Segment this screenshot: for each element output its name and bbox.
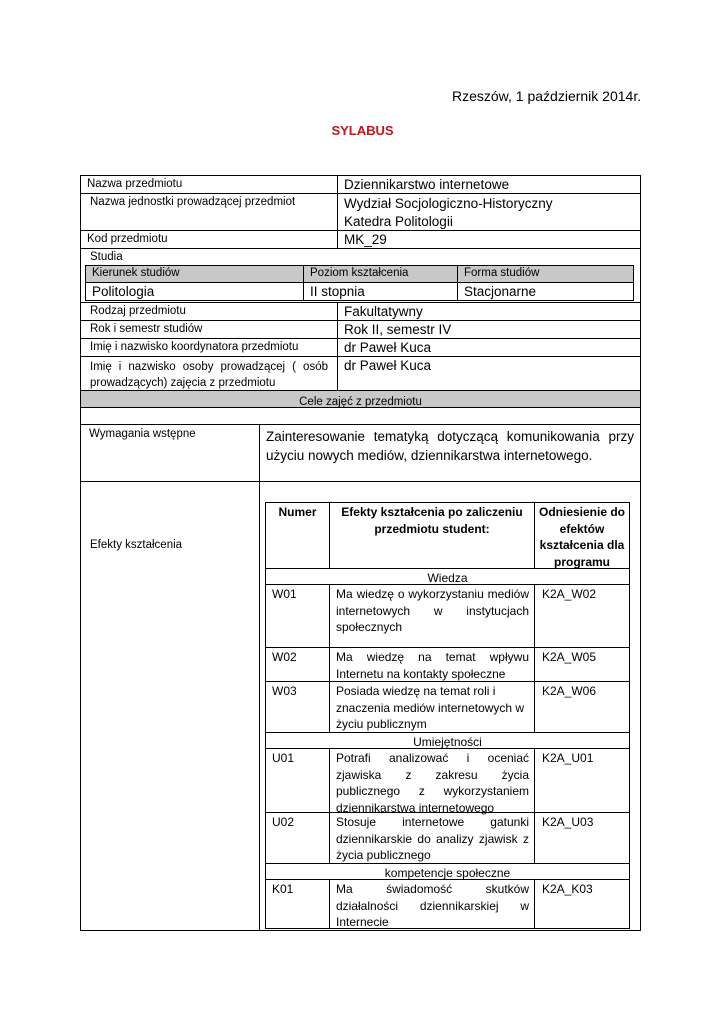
studia-header-cell — [85, 265, 304, 283]
outcomes-header-cell — [265, 502, 330, 569]
studia-value-cell — [303, 282, 458, 301]
coordinator-value: dr Paweł Kuca — [344, 340, 432, 355]
outcome-text: Ma wiedzę na temat wpływu Internetu na kontakty społeczne — [336, 650, 529, 681]
label-cell — [80, 302, 338, 321]
unit-value-department: Katedra Politologii — [344, 214, 453, 229]
value-cell — [337, 193, 641, 231]
studia-header-cell — [457, 265, 634, 283]
course-name-label: Nazwa przedmiotu — [87, 178, 183, 190]
outcomes-label: Efekty kształcenia — [90, 539, 183, 551]
unit-label: Nazwa jednostki prowadzącej przedmiot — [90, 196, 296, 208]
outcome-number: W02 — [272, 650, 297, 664]
group-knowledge-label: Wiedza — [427, 571, 468, 585]
label-cell — [80, 356, 338, 391]
level-header: Poziom kształcenia — [310, 267, 409, 279]
field-of-study-value: Politologia — [92, 284, 155, 299]
document-date: Rzeszów, 1 październik 2014r. — [452, 88, 642, 104]
table-row — [534, 584, 630, 648]
outcome-reference: K2A_W05 — [542, 650, 597, 664]
outcome-reference: K2A_W06 — [542, 684, 597, 698]
value-cell — [337, 338, 641, 357]
requirements-text: Zainteresowanie tematyką dotyczącą komunikowania przy użyciu nowych mediów, dziennikarstwa internetowego. — [266, 429, 634, 463]
form-header: Forma studiów — [464, 267, 540, 279]
outcome-text: Posiada wiedzę na temat roli i znaczenia mediów internetowych w życiu publicznym — [336, 684, 525, 731]
table-row — [265, 681, 330, 733]
requirements-label: Wymagania wstępne — [89, 428, 196, 440]
table-row — [534, 748, 630, 813]
coordinator-label: Imię i nazwisko koordynatora przedmiotu — [90, 341, 299, 353]
course-code-label: Kod przedmiotu — [87, 233, 168, 245]
label-cell — [80, 320, 338, 339]
outcome-reference: K2A_U01 — [542, 751, 594, 765]
outcome-reference: K2A_W02 — [542, 587, 597, 601]
outcome-number: W03 — [272, 684, 297, 698]
table-row — [534, 647, 630, 682]
group-skills-label: Umiejętności — [413, 735, 482, 749]
outcomes-label-cell — [80, 481, 260, 931]
requirements-label-cell — [80, 424, 260, 482]
objectives-header — [80, 390, 641, 408]
table-row — [265, 879, 330, 929]
objectives-content-cell — [80, 407, 641, 425]
label-cell — [80, 230, 338, 249]
outcome-number: K01 — [272, 882, 294, 896]
course-type-value: Fakultatywny — [344, 304, 423, 319]
table-row — [265, 812, 330, 864]
value-cell — [337, 356, 641, 391]
value-cell — [337, 230, 641, 249]
table-row — [329, 584, 535, 648]
label-cell — [80, 193, 338, 231]
outcomes-header-cell — [329, 502, 535, 569]
outcome-number: U01 — [272, 751, 295, 765]
number-header: Numer — [278, 505, 317, 519]
form-value: Stacjonarne — [464, 284, 537, 299]
value-cell — [337, 320, 641, 339]
studia-value-cell — [85, 282, 304, 301]
outcome-number: W01 — [272, 587, 297, 601]
course-type-label: Rodzaj przedmiotu — [90, 305, 186, 317]
table-row — [534, 681, 630, 733]
table-row — [265, 748, 330, 813]
year-semester-label: Rok i semestr studiów — [90, 323, 203, 335]
field-of-study-header: Kierunek studiów — [92, 267, 180, 279]
group-competences-label: kompetencje społeczne — [384, 866, 511, 880]
outcome-reference: K2A_U03 — [542, 815, 594, 829]
table-row — [329, 681, 535, 733]
table-row — [329, 812, 535, 864]
level-value: II stopnia — [310, 284, 365, 299]
outcomes-header: Efekty kształcenia po zaliczeniu przedmiotu student: — [341, 505, 523, 536]
label-cell — [80, 175, 338, 194]
value-cell — [337, 175, 641, 194]
table-row — [265, 584, 330, 648]
requirements-value-cell — [259, 424, 641, 482]
course-name-value: Dziennikarstwo internetowe — [344, 177, 510, 192]
outcome-text: Stosuje internetowe gatunki dziennikarskie do analizy zjawisk z życia publicznego — [336, 815, 529, 862]
objectives-label: Cele zajęć z przedmiotu — [299, 396, 422, 408]
unit-value-faculty: Wydział Socjologiczno-Historyczny — [344, 196, 553, 211]
outcome-text: Potrafi analizować i oceniać zjawiska z zakresu życia publicznego z wykorzystaniem dziennikarstwa internetowego — [336, 751, 529, 815]
document-title: SYLABUS — [331, 123, 394, 138]
lecturer-label: Imię i nazwisko osoby prowadzącej ( osób prowadzących) zajęcia z przedmiotu — [90, 361, 328, 389]
group-header — [265, 568, 630, 585]
lecturer-value: dr Paweł Kuca — [344, 358, 432, 373]
studia-label: Studia — [90, 251, 123, 263]
year-semester-value: Rok II, semestr IV — [344, 322, 452, 337]
outcome-number: U02 — [272, 815, 295, 829]
studia-header-cell — [303, 265, 458, 283]
reference-header: Odniesienie do efektów kształcenia dla programu — [539, 505, 626, 569]
table-row — [329, 879, 535, 929]
table-row — [329, 647, 535, 682]
studia-value-cell — [457, 282, 634, 301]
table-row — [329, 748, 535, 813]
course-code-value: MK_29 — [344, 232, 387, 247]
table-row — [265, 647, 330, 682]
table-row — [534, 879, 630, 929]
value-cell — [337, 302, 641, 321]
table-row — [534, 812, 630, 864]
outcomes-header-cell — [534, 502, 630, 569]
group-header — [265, 732, 630, 749]
outcome-text: Ma świadomość skutków działalności dziennikarskiej w Internecie — [336, 882, 529, 929]
group-header — [265, 863, 630, 880]
outcome-reference: K2A_K03 — [542, 882, 593, 896]
label-cell — [80, 338, 338, 357]
outcome-text: Ma wiedzę o wykorzystaniu mediów internetowych w instytucjach społecznych — [336, 587, 529, 634]
